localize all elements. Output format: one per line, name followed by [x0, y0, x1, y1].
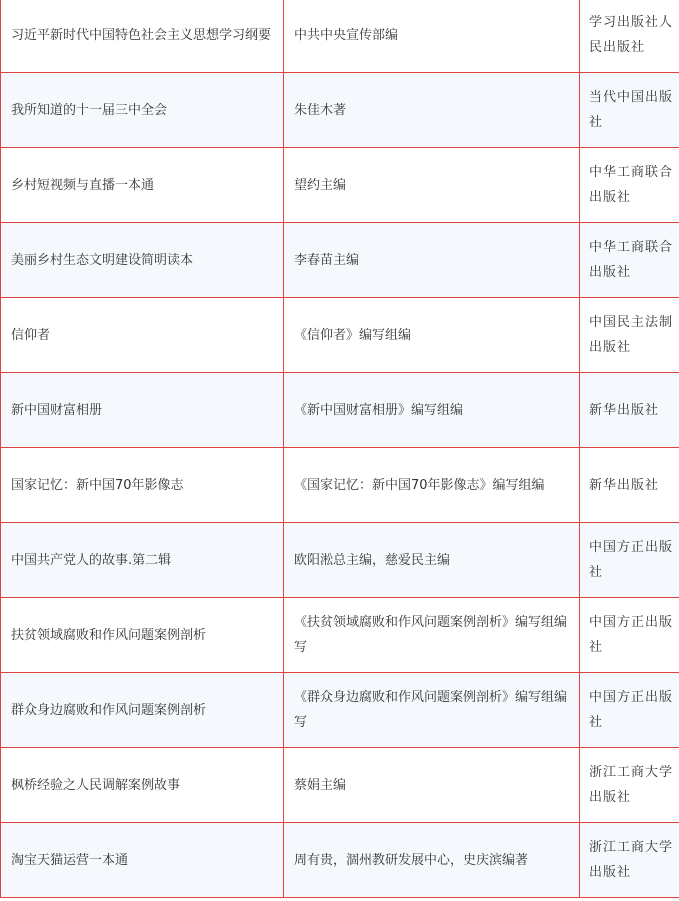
table-row	[1, 148, 679, 223]
book-publisher-cell: 中国民主法制出版社	[580, 298, 679, 373]
book-publisher-cell: 当代中国出版社	[580, 73, 679, 148]
book-publisher-cell: 新华出版社	[580, 448, 679, 523]
book-title-cell: 信仰者	[1, 298, 284, 373]
book-publisher-cell: 中国方正出版社	[580, 523, 679, 598]
book-author-cell: 《新中国财富相册》编写组编	[284, 373, 580, 448]
book-publisher-cell: 中华工商联合出版社	[580, 223, 679, 298]
table-row	[1, 673, 679, 748]
book-author-cell: 望约主编	[284, 148, 580, 223]
book-title-cell: 我所知道的十一届三中全会	[1, 73, 284, 148]
book-title-cell: 淘宝天猫运营一本通	[1, 823, 284, 898]
book-author-cell: 周有贵，涸州教研发展中心，史庆滨编著	[284, 823, 580, 898]
book-title-cell: 习近平新时代中国特色社会主义思想学习纲要	[1, 0, 284, 73]
book-title-cell: 乡村短视频与直播一本通	[1, 148, 284, 223]
table-row	[1, 823, 679, 898]
book-author-cell: 朱佳木著	[284, 73, 580, 148]
table-row	[1, 298, 679, 373]
table-row	[1, 73, 679, 148]
table-row	[1, 523, 679, 598]
book-publisher-cell: 学习出版社人民出版社	[580, 0, 679, 73]
book-publisher-cell: 中国方正出版社	[580, 673, 679, 748]
book-title-cell: 枫桥经验之人民调解案例故事	[1, 748, 284, 823]
book-author-cell: 《信仰者》编写组编	[284, 298, 580, 373]
table-row	[1, 373, 679, 448]
book-author-cell: 中共中央宣传部编	[284, 0, 580, 73]
book-author-cell: 《国家记忆：新中国70年影像志》编写组编	[284, 448, 580, 523]
book-title-cell: 国家记忆：新中国70年影像志	[1, 448, 284, 523]
table-row	[1, 748, 679, 823]
book-publisher-cell: 中国方正出版社	[580, 598, 679, 673]
book-title-cell: 新中国财富相册	[1, 373, 284, 448]
table-row	[1, 0, 679, 73]
book-author-cell: 《群众身边腐败和作风问题案例剖析》编写组编写	[284, 673, 580, 748]
book-author-cell: 欧阳淞总主编，慈爱民主编	[284, 523, 580, 598]
book-publisher-cell: 中华工商联合出版社	[580, 148, 679, 223]
book-author-cell: 李春苗主编	[284, 223, 580, 298]
book-publisher-cell: 新华出版社	[580, 373, 679, 448]
book-title-cell: 群众身边腐败和作风问题案例剖析	[1, 673, 284, 748]
book-title-cell: 中国共产党人的故事.第二辑	[1, 523, 284, 598]
book-publisher-cell: 浙江工商大学出版社	[580, 748, 679, 823]
book-author-cell: 《扶贫领域腐败和作风问题案例剖析》编写组编写	[284, 598, 580, 673]
book-title-cell: 美丽乡村生态文明建设简明读本	[1, 223, 284, 298]
book-author-cell: 蔡娟主编	[284, 748, 580, 823]
table-row	[1, 448, 679, 523]
table-row	[1, 223, 679, 298]
book-publisher-cell: 浙江工商大学出版社	[580, 823, 679, 898]
book-table-body	[1, 0, 679, 898]
book-title-cell: 扶贫领域腐败和作风问题案例剖析	[1, 598, 284, 673]
table-row	[1, 598, 679, 673]
